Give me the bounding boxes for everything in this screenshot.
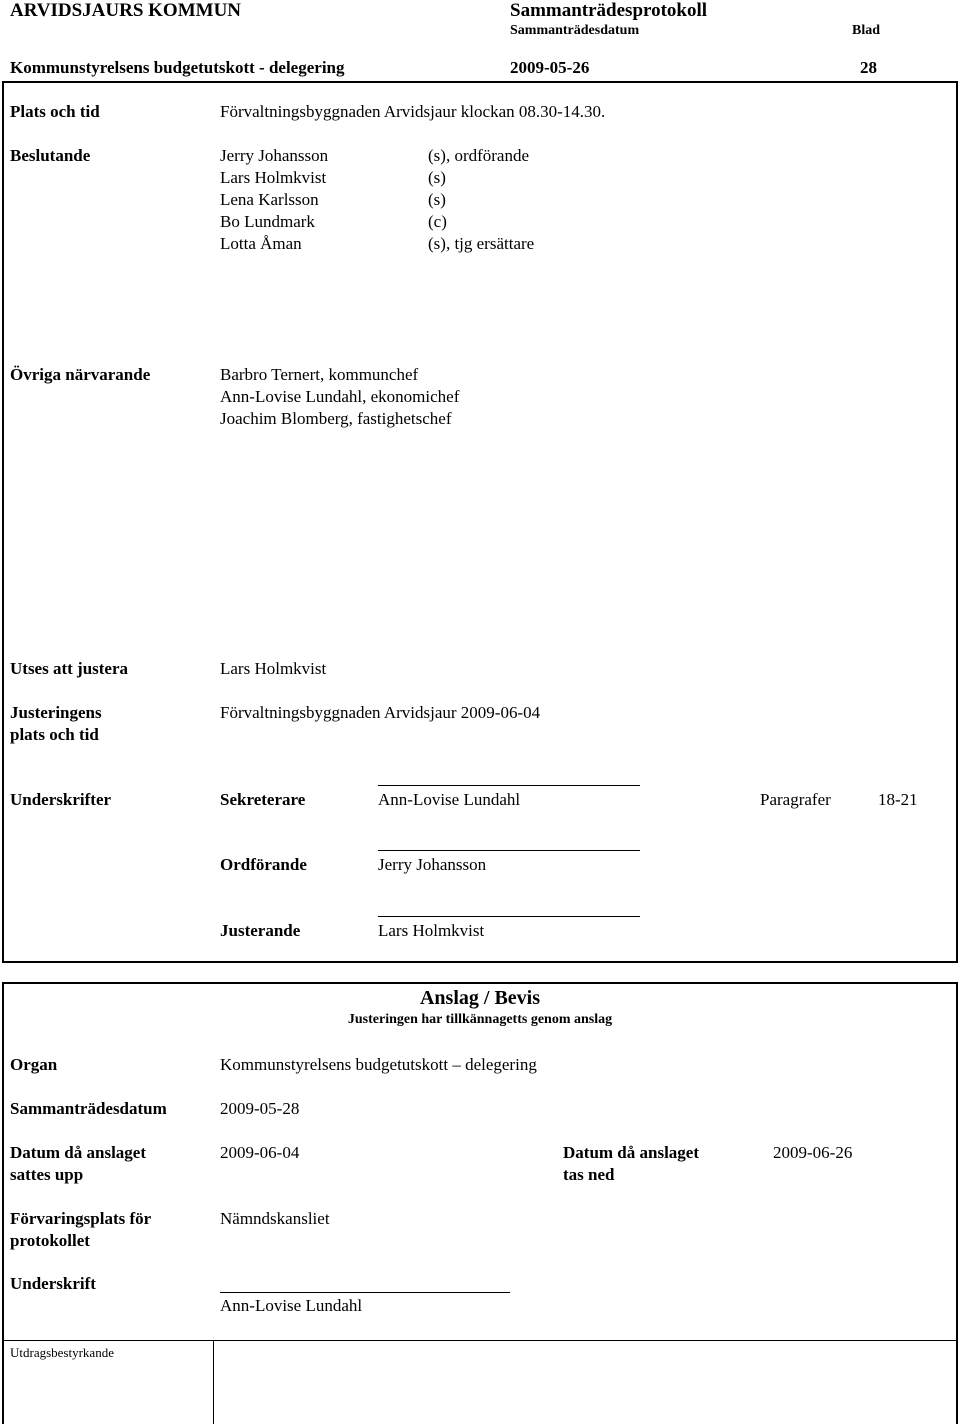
- meeting-date-label: Sammanträdesdatum: [510, 23, 640, 38]
- paragraphs-value: 18-21: [878, 790, 918, 809]
- secretary-label: Sekreterare: [220, 790, 306, 809]
- protocol-box: [2, 81, 958, 963]
- document-title: Sammanträdesprotokoll: [510, 0, 708, 21]
- notice-meeting-date-value: 2009-05-28: [220, 1099, 300, 1118]
- notice-subtitle: Justeringen har tillkännagetts genom anslag: [347, 1012, 613, 1027]
- adjuster-name: Lars Holmkvist: [378, 921, 485, 940]
- adjuster-label: Utses att justera: [10, 659, 129, 678]
- signatures-label: Underskrifter: [10, 790, 112, 809]
- secretary-name: Ann-Lovise Lundahl: [378, 790, 521, 809]
- adjust-place-value: Förvaltningsbyggnaden Arvidsjaur 2009-06-04: [220, 703, 541, 722]
- other-attendee: Barbro Ternert, kommunchef: [220, 365, 419, 384]
- chair-signature-line: [378, 850, 640, 851]
- decider-name: Jerry Johansson: [220, 146, 329, 165]
- storage-label: Förvaringsplats för: [10, 1209, 152, 1228]
- other-attendee: Joachim Blomberg, fastighetschef: [220, 409, 452, 428]
- adjuster-sign-label: Justerande: [220, 921, 301, 940]
- chair-label: Ordförande: [220, 855, 307, 874]
- adjust-place-label-2: plats och tid: [10, 725, 99, 744]
- page-number: 28: [860, 58, 877, 77]
- posted-label-2: sattes upp: [10, 1165, 84, 1184]
- page-label: Blad: [852, 23, 881, 38]
- notice-meeting-date-label: Sammanträdesdatum: [10, 1099, 167, 1118]
- removed-label: Datum då anslaget: [563, 1143, 700, 1162]
- decider-role: (s), tjg ersättare: [428, 234, 535, 253]
- footer-divider: [2, 1340, 958, 1341]
- adjust-place-label: Justeringens: [10, 703, 102, 722]
- extract-label: Utdragsbestyrkande: [10, 1345, 114, 1360]
- decider-role: (s): [428, 190, 446, 209]
- meeting-date: 2009-05-26: [510, 58, 590, 77]
- municipality-name: ARVIDSJAURS KOMMUN: [10, 0, 242, 21]
- notice-signature-line: [220, 1292, 510, 1293]
- organ-value: Kommunstyrelsens budgetutskott – delegering: [220, 1055, 537, 1074]
- adjuster-value: Lars Holmkvist: [220, 659, 327, 678]
- posted-value: 2009-06-04: [220, 1143, 300, 1162]
- decider-role: (c): [428, 212, 447, 231]
- decider-role: (s), ordförande: [428, 146, 530, 165]
- decider-name: Lena Karlsson: [220, 190, 319, 209]
- decider-name: Bo Lundmark: [220, 212, 315, 231]
- committee-name: Kommunstyrelsens budgetutskott - delegering: [10, 58, 345, 77]
- decider-name: Lotta Åman: [220, 234, 302, 253]
- adjuster-signature-line: [378, 916, 640, 917]
- place-label: Plats och tid: [10, 102, 100, 121]
- others-label: Övriga närvarande: [10, 365, 151, 384]
- place-value: Förvaltningsbyggnaden Arvidsjaur klockan 08.30-14.30.: [220, 102, 606, 121]
- storage-label-2: protokollet: [10, 1231, 90, 1250]
- paragraphs-label: Paragrafer: [760, 790, 831, 809]
- organ-label: Organ: [10, 1055, 58, 1074]
- secretary-signature-line: [378, 785, 640, 786]
- storage-value: Nämndskansliet: [220, 1209, 330, 1228]
- footer-column-divider: [213, 1340, 214, 1424]
- signature-label: Underskrift: [10, 1274, 96, 1293]
- notice-title: Anslag / Bevis: [419, 987, 541, 1009]
- notice-signature-name: Ann-Lovise Lundahl: [220, 1296, 363, 1315]
- decider-name: Lars Holmkvist: [220, 168, 327, 187]
- removed-value: 2009-06-26: [773, 1143, 853, 1162]
- posted-label: Datum då anslaget: [10, 1143, 147, 1162]
- deciders-label: Beslutande: [10, 146, 91, 165]
- notice-box: [2, 982, 958, 1424]
- chair-name: Jerry Johansson: [378, 855, 487, 874]
- removed-label-2: tas ned: [563, 1165, 615, 1184]
- decider-role: (s): [428, 168, 446, 187]
- other-attendee: Ann-Lovise Lundahl, ekonomichef: [220, 387, 460, 406]
